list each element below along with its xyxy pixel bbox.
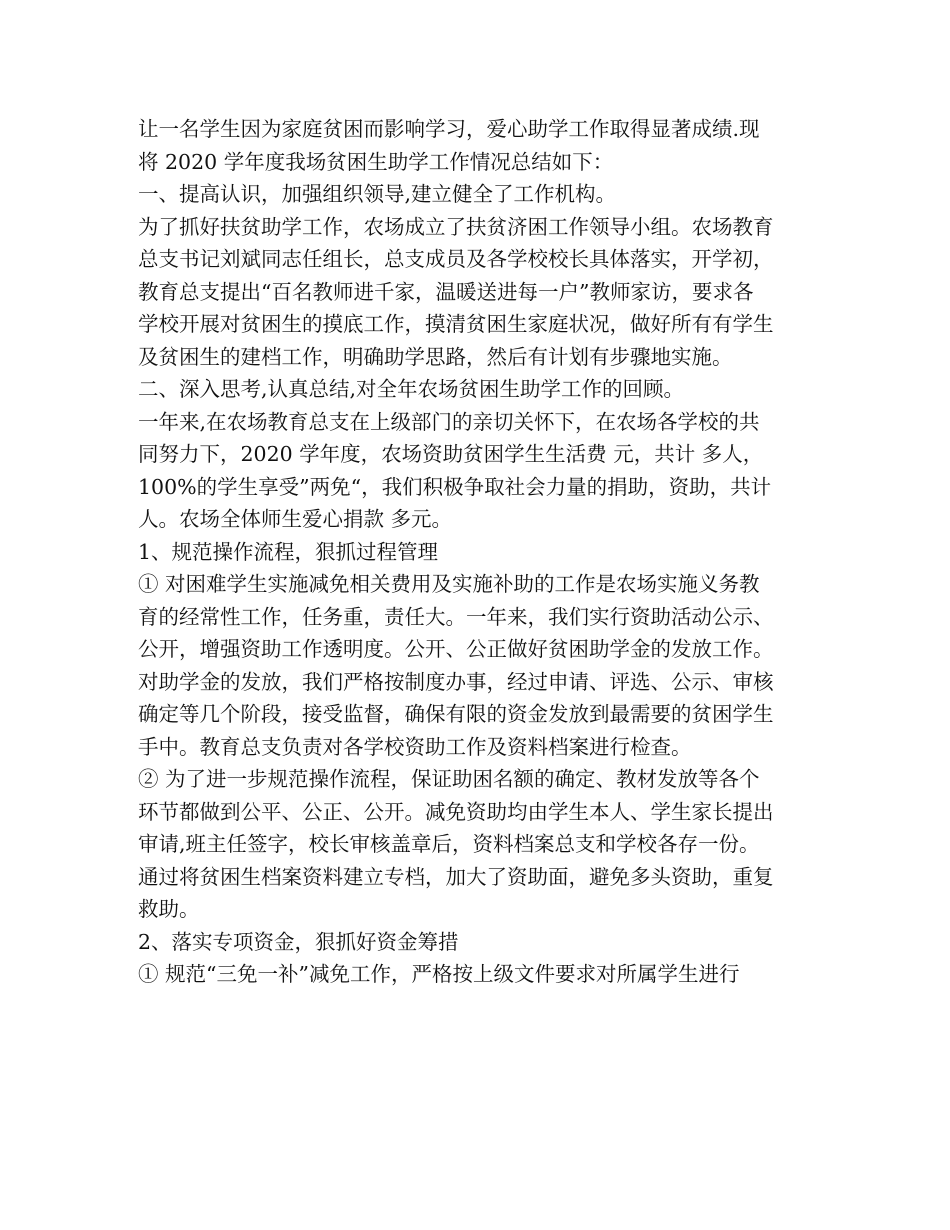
text-line: 通过将贫困生档案资料建立专档，加大了资助面，避免多头资助，重复	[138, 864, 774, 889]
text-line: 让一名学生因为家庭贫困而影响学习，爱心助学工作取得显著成绩.现	[138, 117, 760, 141]
section-heading: 二、深入思考,认真总结,对全年农场贫困生助学工作的回顾。	[138, 377, 685, 401]
text-line: 及贫困生的建档工作，明确助学思路，然后有计划有步骤地实施。	[138, 344, 733, 369]
text-line: 对助学金的发放，我们严格按制度办事，经过申请、评选、公示、审核	[138, 669, 774, 694]
text-line: 育的经常性工作，任务重，责任大。一年来，我们实行资助活动公示、	[138, 604, 774, 629]
text-line: 人。农场全体师生爱心捐款 多元。	[138, 507, 453, 531]
text-line: 100%的学生享受”两免“，我们积极争取社会力量的捐助，资助，共计	[138, 474, 772, 499]
text-line: 总支书记刘斌同志任组长，总支成员及各学校校长具体落实，开学初，	[138, 247, 774, 271]
text-line: 审请,班主任签字，校长审核盖章后，资料档案总支和学校各存一份。	[138, 832, 760, 856]
document-body	[138, 113, 828, 991]
section-heading: 一、提高认识，加强组织领导,建立健全了工作机构。	[138, 182, 617, 206]
text-line: 救助。	[138, 897, 200, 921]
text-line: 学校开展对贫困生的摸底工作，摸清贫困生家庭状况，做好所有有学生	[138, 312, 774, 336]
text-line: 教育总支提出“百名教师进千家，温暖送进每一户”教师家访，要求各	[138, 279, 754, 304]
text-line: ① 对困难学生实施减免相关费用及实施补助的工作是农场实施义务教	[138, 572, 760, 596]
text-line: 同努力下，2020 学年度，农场资助贫困学生生活费 元，共计 多人，	[138, 442, 764, 466]
subsection-heading: 2、落实专项资金，狠抓好资金筹措	[138, 929, 459, 954]
text-line: 公开，增强资助工作透明度。公开、公正做好贫困助学金的发放工作。	[138, 637, 774, 661]
text-line: 确定等几个阶段，接受监督，确保有限的资金发放到最需要的贫困学生	[138, 702, 774, 726]
text-line: 环节都做到公平、公正、公开。减免资助均由学生本人、学生家长提出	[138, 799, 774, 824]
text-line: 手中。教育总支负责对各学校资助工作及资料档案进行检查。	[138, 734, 692, 759]
text-line: 一年来,在农场教育总支在上级部门的亲切关怀下，在农场各学校的共	[138, 409, 760, 434]
text-line: ② 为了进一步规范操作流程，保证助困名额的确定、教材发放等各个	[138, 767, 760, 791]
text-line: ① 规范“三免一补”减免工作，严格按上级文件要求对所属学生进行	[138, 962, 740, 986]
text-line: 将 2020 学年度我场贫困生助学工作情况总结如下：	[138, 149, 614, 174]
text-line: 为了抓好扶贫助学工作，农场成立了扶贫济困工作领导小组。农场教育	[138, 214, 774, 239]
subsection-heading: 1、规范操作流程，狠抓过程管理	[138, 539, 439, 564]
